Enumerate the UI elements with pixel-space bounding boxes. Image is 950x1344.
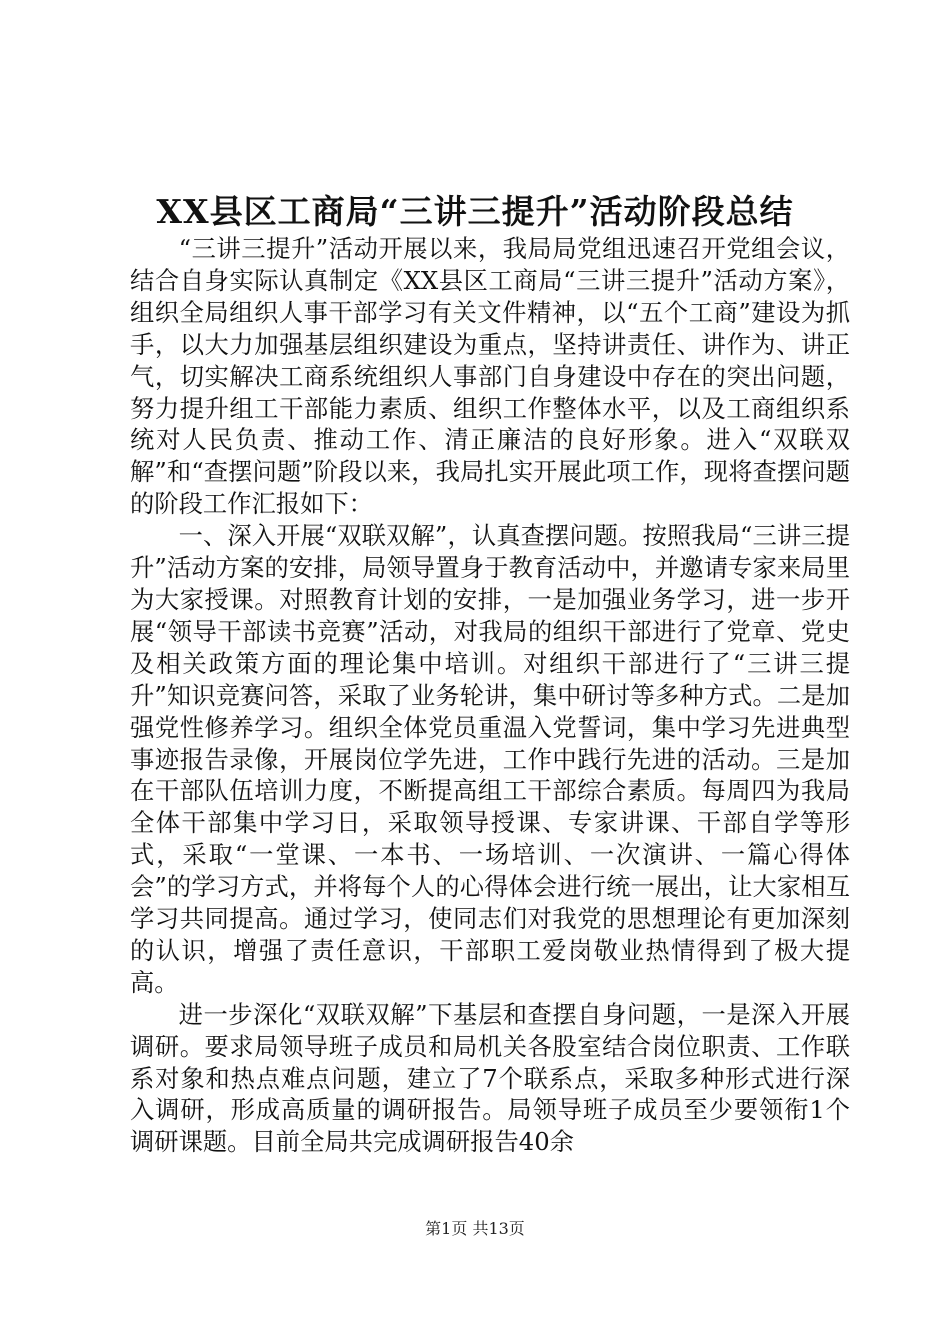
paragraph-deepen: 进一步深化“双联双解”下基层和查摆自身问题，一是深入开展调研。要求局领导班子成员和局机关各股室结合岗位职责、工作联系对象和热点难点问题，建立了7个联系点，采取多种形式进行深入调研，形成高质量的调研报告。局领导班子成员至少要领衔1个调研课题。目前全局共完成调研报告40余 (130, 999, 850, 1157)
document-title: XX县区工商局“三讲三提升”活动阶段总结 (156, 192, 794, 231)
page-number-footer: 第1页 共13页 (425, 1219, 525, 1238)
document-body (130, 233, 850, 1158)
paragraph-intro: “三讲三提升”活动开展以来，我局局党组迅速召开党组会议，结合自身实际认真制定《XX县区工商局“三讲三提升”活动方案》，组织全局组织人事干部学习有关文件精神，以“五个工商”建设为抓手，以大力加强基层组织建设为重点，坚持讲责任、讲作为、讲正气，切实解决工商系统组织人事部门自身建设中存在的突出问题，努力提升组工干部能力素质、组织工作整体水平，以及工商组织系统对人民负责、推动工作、清正廉洁的良好形象。进入“双联双解”和“查摆问题”阶段以来，我局扎实开展此项工作，现将查摆问题的阶段工作汇报如下： (130, 234, 850, 519)
paragraph-section-one: 一、深入开展“双联双解”，认真查摆问题。按照我局“三讲三提升”活动方案的安排，局领导置身于教育活动中，并邀请专家来局里为大家授课。对照教育计划的安排，一是加强业务学习，进一步开展“领导干部读书竞赛”活动，对我局的组织干部进行了党章、党史及相关政策方面的理论集中培训。对组织干部进行了“三讲三提升”知识竞赛问答，采取了业务轮讲，集中研讨等多种方式。二是加强党性修养学习。组织全体党员重温入党誓词，集中学习先进典型事迹报告录像，开展岗位学先进，工作中践行先进的活动。三是加在干部队伍培训力度，不断提高组工干部综合素质。每周四为我局全体干部集中学习日，采取领导授课、专家讲课、干部自学等形式，采取“一堂课、一本书、一场培训、一次演讲、一篇心得体会”的学习方式，并将每个人的心得体会进行统一展出，让大家相互学习共同提高。通过学习，使同志们对我党的思想理论有更加深刻的认识，增强了责任意识，干部职工爱岗敬业热情得到了极大提高。 (130, 521, 850, 997)
